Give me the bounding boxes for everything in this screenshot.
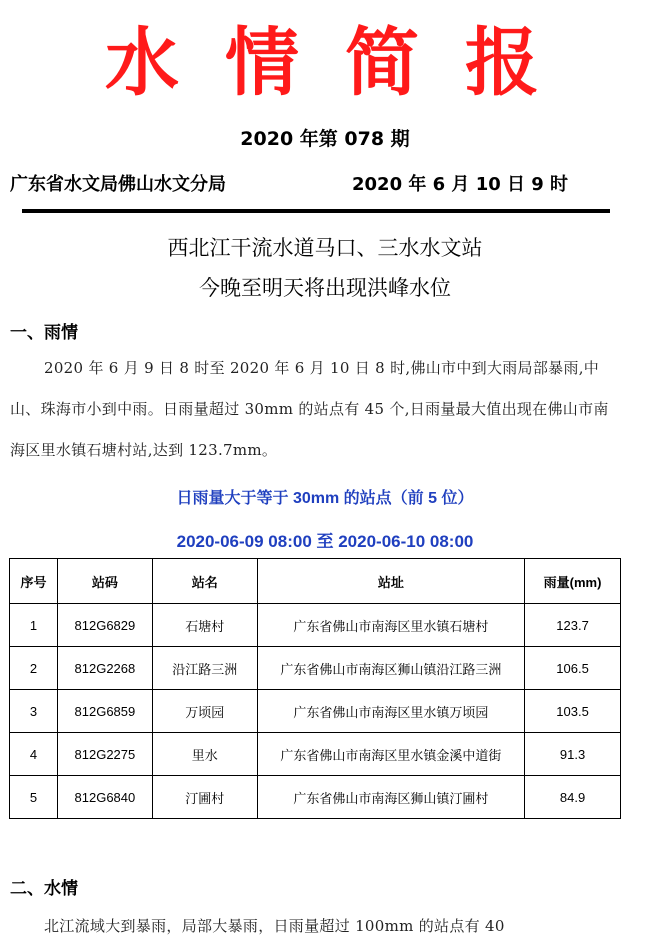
cell-station-name: 万顷园 bbox=[152, 690, 257, 733]
cell-code: 812G6840 bbox=[57, 776, 152, 819]
table-row bbox=[10, 733, 621, 776]
table-row bbox=[10, 604, 621, 647]
header-seq: 序号 bbox=[10, 559, 58, 604]
publish-date: 2020 年 6 月 10 日 9 时 bbox=[352, 174, 569, 195]
cell-seq: 5 bbox=[10, 776, 58, 819]
headline-line-1: 西北江干流水道马口、三水水文站 bbox=[167, 236, 483, 260]
table-row bbox=[10, 776, 621, 819]
cell-code: 812G6829 bbox=[57, 604, 152, 647]
headline-line-2: 今晚至明天将出现洪峰水位 bbox=[199, 276, 451, 300]
section-rain-title: 一、雨情 bbox=[10, 323, 78, 343]
cell-station-name: 沿江路三洲 bbox=[152, 647, 257, 690]
section-water-paragraph: 北江流域大到暴雨，局部大暴雨，日雨量超过 100mm 的站点有 40 bbox=[44, 917, 505, 935]
cell-seq: 1 bbox=[10, 604, 58, 647]
header-address: 站址 bbox=[257, 559, 524, 604]
cell-station-name: 石塘村 bbox=[152, 604, 257, 647]
header-divider bbox=[22, 209, 610, 213]
cell-address: 广东省佛山市南海区里水镇石塘村 bbox=[257, 604, 524, 647]
section-rain-paragraph: 2020 年 6 月 9 日 8 时至 2020 年 6 月 10 日 8 时,佛山市中到大雨局部暴雨,中山、珠海市小到中雨。日雨量超过 30mm 的站点有 45 个,日雨量最大值出现在佛山市南海区里水镇石塘村站,达到 123.7mm。 bbox=[10, 359, 609, 459]
cell-rainfall: 123.7 bbox=[525, 604, 621, 647]
table-header-row bbox=[10, 559, 621, 604]
cell-seq: 2 bbox=[10, 647, 58, 690]
cell-code: 812G2275 bbox=[57, 733, 152, 776]
cell-seq: 4 bbox=[10, 733, 58, 776]
cell-station-name: 里水 bbox=[152, 733, 257, 776]
header-rainfall: 雨量(mm) bbox=[525, 559, 621, 604]
cell-address: 广东省佛山市南海区里水镇金溪中道街 bbox=[257, 733, 524, 776]
rainfall-table bbox=[9, 558, 621, 819]
cell-code: 812G6859 bbox=[57, 690, 152, 733]
cell-address: 广东省佛山市南海区里水镇万顷园 bbox=[257, 690, 524, 733]
table-title: 日雨量大于等于 30mm 的站点（前 5 位） bbox=[176, 490, 474, 507]
cell-code: 812G2268 bbox=[57, 647, 152, 690]
cell-rainfall: 106.5 bbox=[525, 647, 621, 690]
cell-rainfall: 84.9 bbox=[525, 776, 621, 819]
issuer: 广东省水文局佛山水文分局 bbox=[10, 174, 226, 195]
table-period: 2020-06-09 08:00 至 2020-06-10 08:00 bbox=[176, 532, 474, 551]
issue-number: 2020 年第 078 期 bbox=[240, 128, 410, 150]
cell-address: 广东省佛山市南海区狮山镇沿江路三洲 bbox=[257, 647, 524, 690]
header-code: 站码 bbox=[57, 559, 152, 604]
table-row bbox=[10, 690, 621, 733]
table-row bbox=[10, 647, 621, 690]
masthead-title: 水情简报 bbox=[105, 20, 585, 106]
cell-seq: 3 bbox=[10, 690, 58, 733]
cell-rainfall: 103.5 bbox=[525, 690, 621, 733]
header-station-name: 站名 bbox=[152, 559, 257, 604]
cell-address: 广东省佛山市南海区狮山镇汀圃村 bbox=[257, 776, 524, 819]
cell-rainfall: 91.3 bbox=[525, 733, 621, 776]
section-water-title: 二、水情 bbox=[10, 879, 78, 899]
cell-station-name: 汀圃村 bbox=[152, 776, 257, 819]
